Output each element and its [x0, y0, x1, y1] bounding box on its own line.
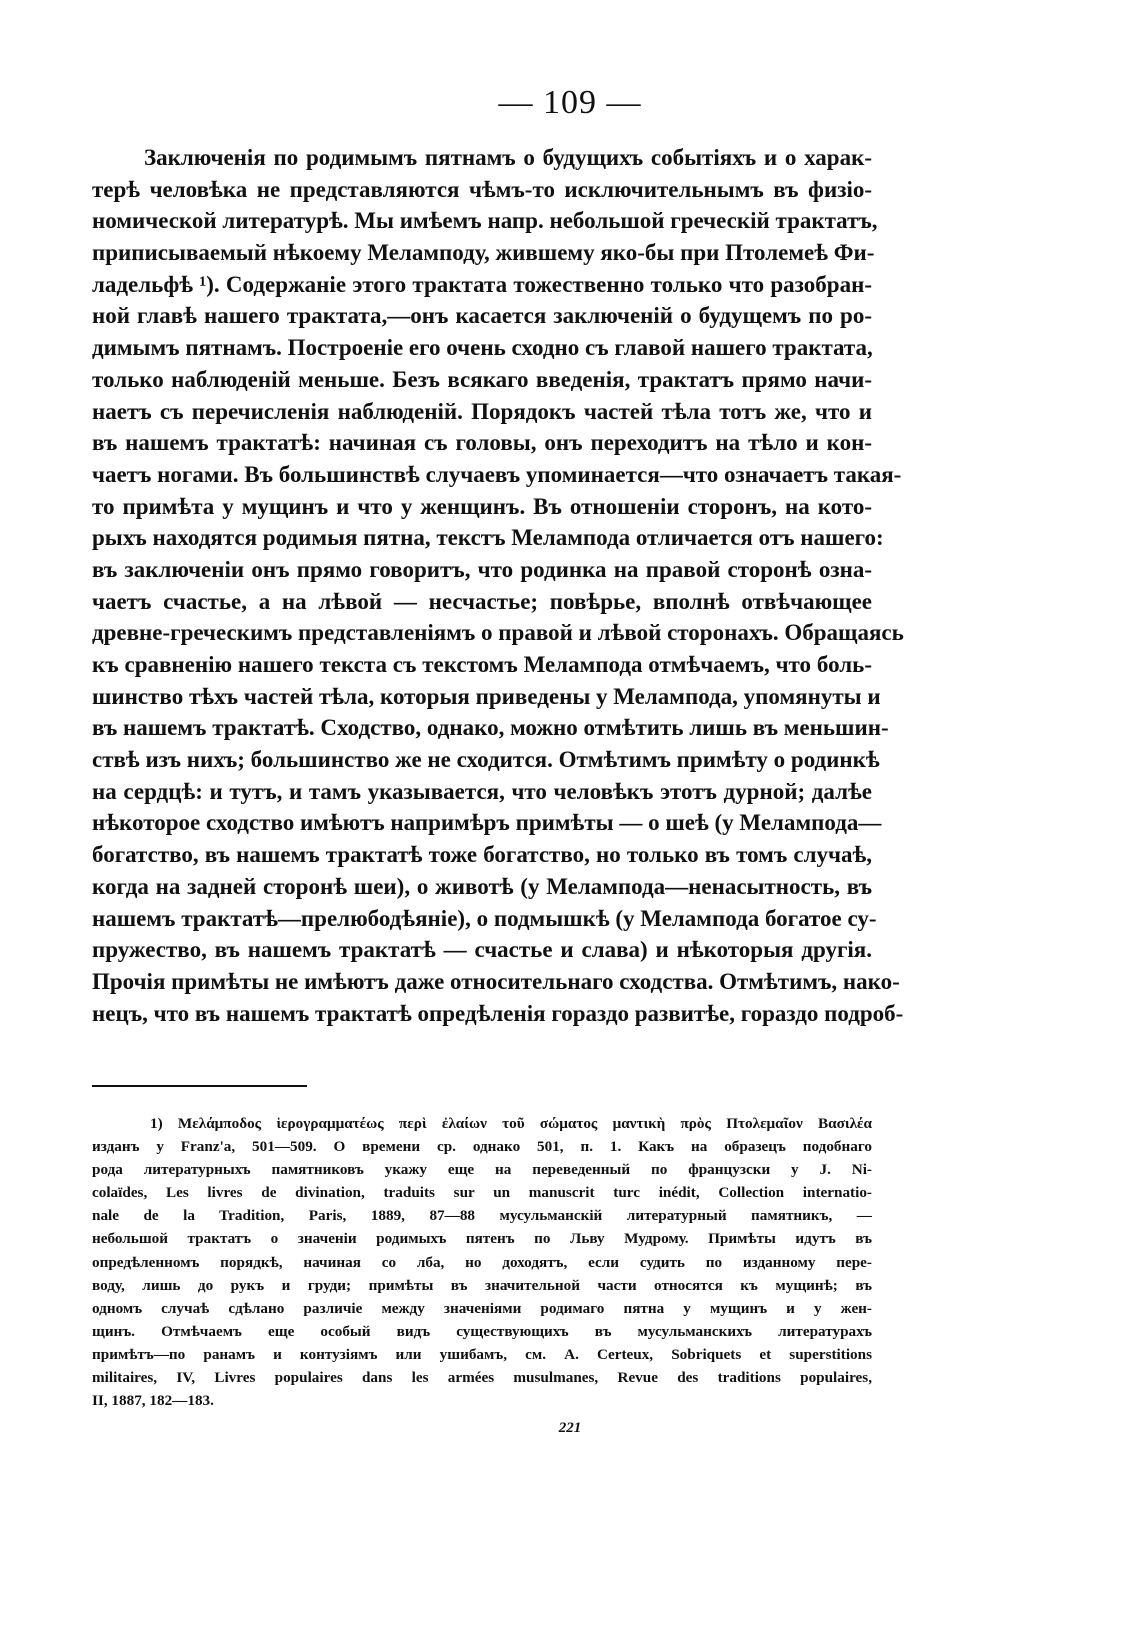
body-line: димымъ пятнамъ. Построеніе его очень сходно съ главой нашего трактата,	[92, 335, 873, 361]
body-line: древне-греческимъ представленіямъ о правой и лѣвой сторонахъ. Обращаясь	[92, 620, 904, 646]
footnote-line: рода литературныхъ памятниковъ укажу еще на переведенный по французски у J. Ni-	[92, 1161, 872, 1179]
body-line: наетъ съ перечисленія наблюденій. Порядокъ частей тѣла тотъ же, что и	[92, 398, 872, 424]
footnote	[92, 1112, 872, 1412]
body-line: чаетъ счастье, а на лѣвой — несчастье; повѣрье, вполнѣ отвѣчающее	[92, 588, 872, 614]
footnote-line: nale de la Tradition, Paris, 1889, 87—88 мусульманскій литературный памятникъ, —	[92, 1207, 872, 1225]
body-line: нашемъ трактатѣ—прелюбодѣяніе), о подмышкѣ (у Меламподa богатое су-	[92, 905, 877, 931]
footnote-line: 1) Μελάμποδος ἱερογραμματέως περὶ ἐλαίων τοῦ σώματος μαντικὴ πρὸς Πτολεμαῖον Βασιλέα	[150, 1115, 872, 1132]
footnote-line: примѣтъ—по ранамъ и контузіямъ или ушибамъ, см. A. Certeux, Sobriquets et superstitions	[92, 1345, 872, 1363]
body-line: номической литературѣ. Мы имѣемъ напр. небольшой греческій трактатъ,	[92, 208, 878, 234]
body-line: нѣкоторое сходство имѣютъ напримѣръ примѣты — о шеѣ (у Меламподa—	[92, 810, 882, 836]
body-line: ствѣ изъ нихъ; большинство же не сходится. Отмѣтимъ примѣту о родинкѣ	[92, 747, 880, 773]
body-line: нецъ, что въ нашемъ трактатѣ опредѣленія гораздо развитѣе, гораздо подроб-	[92, 1000, 904, 1026]
footnote-rule	[92, 1085, 307, 1087]
body-line: пружество, въ нашемъ трактатѣ — счастье и слава) и нѣкоторыя другія.	[92, 937, 872, 963]
body-line: ной главѣ нашего трактата,—онъ касается заключеній о будущемъ по ро-	[92, 303, 872, 329]
footnote-line: опредѣленномъ порядкѣ, начиная со лба, но доходятъ, если судить по изданному пере-	[92, 1253, 872, 1271]
body-line: приписываемый нѣкоему Меламподу, жившему яко-бы при Птолемеѣ Фи-	[92, 240, 875, 266]
body-line: въ нашемъ трактатѣ: начиная съ головы, онъ переходитъ на тѣло и кон-	[92, 430, 872, 456]
footnote-line: одномъ случаѣ сдѣлано различіе между значеніями родимаго пятна у мущинъ и у жен-	[92, 1299, 872, 1317]
footnote-line: colaïdes, Les livres de divination, traduits sur un manuscrit turc inédit, Collection internatio-	[92, 1184, 872, 1202]
body-line: только наблюденій меньше. Безъ всякаго введенія, трактатъ прямо начи-	[92, 366, 872, 392]
signature-mark: 221	[558, 1420, 582, 1436]
body-line: шинство тѣхъ частей тѣла, которыя приведены у Меламподa, упомянуты и	[92, 683, 881, 709]
body-line: когда на задней сторонѣ шеи), о животѣ (у Меламподa—ненасытность, въ	[92, 873, 872, 899]
footnote-line: небольшой трактатъ о значеніи родимыхъ пятенъ по Льву Мудрому. Примѣты идутъ въ	[92, 1230, 872, 1248]
body-line: терѣ человѣка не представляются чѣмъ-то исключительнымъ въ физіо-	[92, 176, 872, 202]
body-line: ладельфѣ ¹). Содержаніе этого трактата тожественно только что разобран-	[92, 271, 872, 297]
body-line: богатство, въ нашемъ трактатѣ тоже богатство, но только въ томъ случаѣ,	[92, 842, 872, 868]
page-number: — 109 —	[498, 84, 642, 121]
footnote-line: militaires, IV, Livres populaires dans les armées musulmanes, Revue des traditions populaires,	[92, 1369, 872, 1387]
body-line: чаетъ ногами. Въ большинствѣ случаевъ упоминается—что означаетъ такая-	[92, 461, 902, 487]
footnote-line: II, 1887, 182—183.	[92, 1392, 214, 1410]
body-line: на сердцѣ: и тутъ, и тамъ указывается, что человѣкъ этотъ дурной; далѣе	[92, 778, 872, 804]
body-line: Заключенія по родимымъ пятнамъ о будущихъ событіяхъ и о харак-	[144, 145, 872, 170]
body-line: въ нашемъ трактатѣ. Сходство, однако, можно отмѣтить лишь въ меньшин-	[92, 715, 889, 741]
body-text	[92, 142, 904, 1029]
footnote-line: изданъ у Franz'a, 501—509. О времени ср. однако 501, п. 1. Какъ на образецъ подобнаго	[92, 1138, 872, 1156]
body-line: къ сравненію нашего текста съ текстомъ Меламподa отмѣчаемъ, что боль-	[92, 652, 872, 677]
body-line: Прочія примѣты не имѣютъ даже относительнаго сходства. Отмѣтимъ, нако-	[92, 968, 900, 994]
footnote-line: щинъ. Отмѣчаемъ еще особый видъ существующихъ въ мусульманскихъ литературахъ	[92, 1322, 872, 1340]
body-line: то примѣта у мущинъ и что у женщинъ. Въ отношеніи сторонъ, на кото-	[92, 493, 872, 519]
body-line: въ заключеніи онъ прямо говоритъ, что родинка на правой сторонѣ озна-	[92, 556, 872, 582]
body-line: рыхъ находятся родимыя пятна, текстъ Меламподa отличается отъ нашего:	[92, 525, 884, 551]
footnote-line: воду, лишь до рукъ и груди; примѣты въ значительной части относятся къ мущинѣ; въ	[92, 1276, 872, 1294]
